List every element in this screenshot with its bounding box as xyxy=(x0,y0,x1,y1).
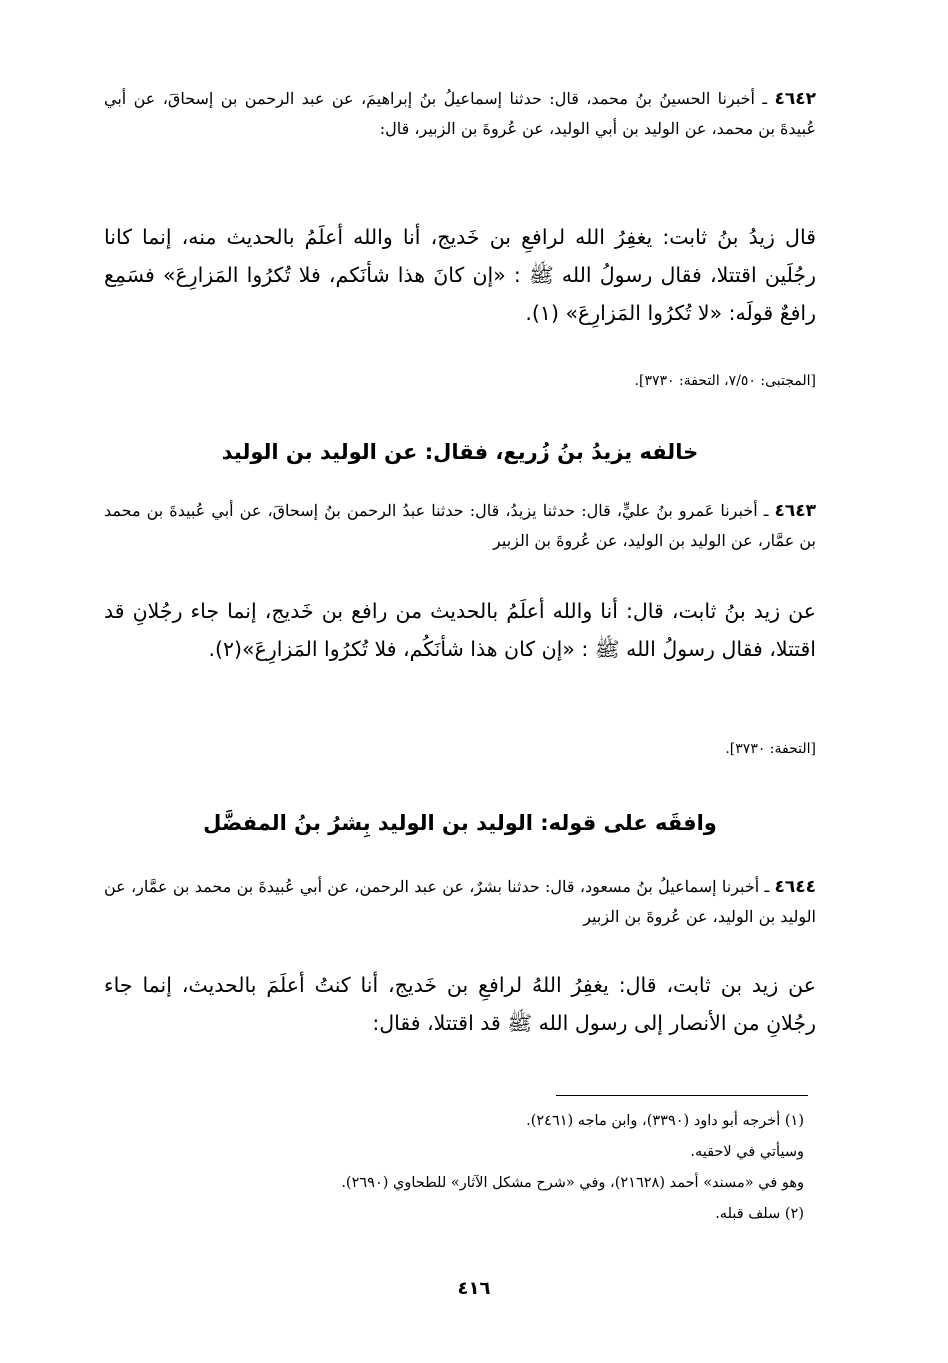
page-number: ٤١٦ xyxy=(457,1278,491,1299)
hadith-4642-reference: [المجتبى: ٧/٥٠، التحفة: ٣٧٣٠]. xyxy=(634,373,816,389)
section-heading: وافقَه على قوله: الوليد بن الوليد بِشرُ بنُ المفضَّل xyxy=(203,811,717,835)
footnote-line: (٢) سلف قبله. xyxy=(715,1206,804,1222)
footnote-divider xyxy=(556,1095,808,1096)
footnotes xyxy=(104,1106,804,1230)
hadith-number: ٤٦٤٢ xyxy=(774,89,817,109)
footnote-line: وسيأتي في لاحقيه. xyxy=(690,1144,804,1160)
hadith-4644-isnad xyxy=(104,872,816,932)
hadith-number: ٤٦٤٤ xyxy=(774,877,817,897)
footnote-line: وهو في «مسند» أحمد (٢١٦٢٨)، وفي «شرح مشكل الآثار» للطحاوي (٢٦٩٠). xyxy=(341,1175,804,1191)
hadith-4643-matn: عن زيد بنُ ثابت، قال: أنا والله أعلَمُ بالحديث من رافع بن خَديج، إنما جاء رجُلانِ قد اقتتلا، فقال رسولُ الله ﷺ : «إن كان هذا شأنَكُم، فلا تُكرُوا المَزارِعَ»(٢). xyxy=(104,599,816,661)
hadith-4643-isnad xyxy=(104,496,816,556)
hadith-4644-matn: عن زيد بن ثابت، قال: يغفِرُ اللهُ لرافعِ بن خَديج، أنا كنتُ أعلَمَ بالحديث، إنما جاء رجُلانِ من الأنصار إلى رسول الله ﷺ قد اقتتلا، فقال: xyxy=(104,973,816,1035)
isnad-text: ـ أخبرنا الحسينُ بنُ محمد، قال: حدثنا إسماعيلُ بنُ إبراهيمَ، عن عبد الرحمن بن إسحاقَ، عن أبي عُبيدةَ بن محمد، عن الوليد بن أبي الوليد، عن عُروةَ بن الزبير، قال: xyxy=(104,89,816,138)
hadith-4642-isnad xyxy=(104,84,816,144)
section-heading: خالفه يزيدُ بنُ زُريع، فقال: عن الوليد بن الوليد xyxy=(221,440,699,464)
isnad-text: ـ أخبرنا عَمرو بنُ عليٍّ، قال: حدثنا يزيدُ، قال: حدثنا عبدُ الرحمن بنُ إسحاقَ، عن أبي عُبيدةَ بن محمد بن عمَّار، عن الوليد بن الوليد، عن عُروةَ بن الزبير xyxy=(104,501,816,550)
hadith-number: ٤٦٤٣ xyxy=(774,501,817,521)
hadith-4643-reference: [التحفة: ٣٧٣٠]. xyxy=(725,741,816,757)
hadith-4642-matn: قال زيدُ بنُ ثابت: يغفِرُ الله لرافعِ بن خَديج، أنا والله أعلَمُ بالحديث منه، إنما كانا رجُلَين اقتتلا، فقال رسولُ الله ﷺ : «إن كانَ هذا شأنَكم، فلا تُكرُوا المَزارِعَ» فسَمِع رافعٌ قولَه: «لا تُكرُوا المَزارِعَ» (١). xyxy=(104,225,816,325)
footnote-line: (١) أخرجه أبو داود (٣٣٩٠)، وابن ماجه (٢٤٦١). xyxy=(526,1113,804,1129)
isnad-text: ـ أخبرنا إسماعيلُ بنُ مسعود، قال: حدثنا بشرٌ، عن عبد الرحمن، عن أبي عُبيدةَ بن محمد بن عمَّار، عن الوليد بن الوليد، عن عُروةَ بن الزبير xyxy=(104,877,816,926)
